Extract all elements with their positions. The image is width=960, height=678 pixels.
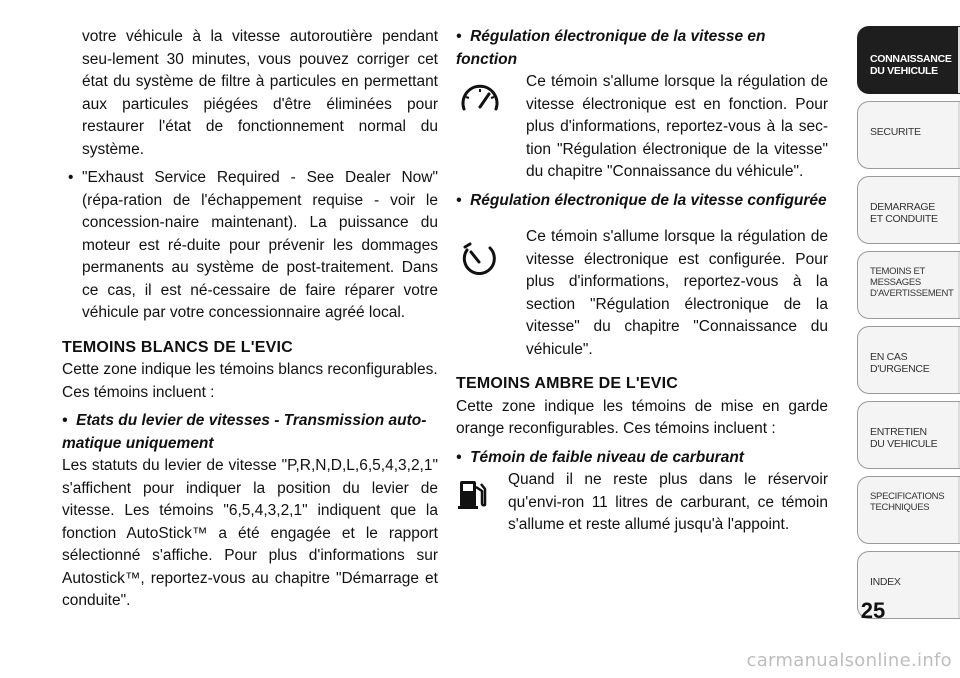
bullet-dot: • <box>456 448 462 466</box>
bullet-dot: • <box>456 28 462 45</box>
bullet-dot: • <box>456 191 462 209</box>
watermark: carmanualsonline.info <box>746 650 952 671</box>
tab-index[interactable]: INDEX <box>857 551 960 619</box>
right-column <box>456 26 828 537</box>
paragraph-shift-lever: Les statuts du levier de vitesse "P,R,N,D,L,6,5,4,3,2,1" s'affichent pour indiquer la position du levier de vitesse. Les témoins "6,5,4,3,2,1" indiquent que la fonction AutoStick™ a été engagée et le rapport sélectionné s'affiche. Pour plus d'informations sur Autostick™, reportez-vous au chapitre "Démarrage et conduite". <box>62 457 438 609</box>
tab-connaissance-vehicule[interactable]: CONNAISSANCE DU VEHICULE <box>857 26 960 94</box>
heading-amber-indicators: TEMOINS AMBRE DE L'EVIC <box>456 375 679 392</box>
tab-temoins-messages[interactable]: TEMOINS ET MESSAGES D'AVERTISSEMENT <box>857 251 960 319</box>
cruise-on-text: Ce témoin s'allume lorsque la régulation de vitesse électronique est en fonction. Pour plus d'informations, reportez-vous à la sec-tion "Régulation électronique de la vitesse" du chapitre "Connaissance du véhicule". <box>526 73 828 180</box>
cruise-on-title: Régulation électronique de la vitesse en fonction <box>456 28 766 68</box>
page-number: 25 <box>860 598 886 623</box>
exhaust-service-text: "Exhaust Service Required - See Dealer Now" (répa-ration de l'échappement requise - voir le concession-naire maintenant). La puissance du moteur est ré-duite pour prévenir les dommages permanents au système de post-traitement. Dans ce cas, il est né-cessaire de faire réparer votre véhicule par votre concessionnaire agréé local. <box>82 169 438 321</box>
tab-securite[interactable]: SECURITE <box>857 101 960 169</box>
paragraph-amber-intro: Cette zone indique les témoins de mise en garde orange reconfigurables. Ces témoins incluent : <box>456 397 828 437</box>
tab-entretien-vehicule[interactable]: ENTRETIEN DU VEHICULE <box>857 401 960 469</box>
tab-en-cas-urgence[interactable]: EN CAS D'URGENCE <box>857 326 960 394</box>
shift-lever-title: Etats du levier de vitesses - Transmission auto-matique uniquement <box>62 412 427 452</box>
tab-demarrage-conduite[interactable]: DEMARRAGE ET CONDUITE <box>857 176 960 244</box>
list-item-shift-lever <box>62 410 438 455</box>
cruise-set-block <box>456 226 828 361</box>
bullet-dot: • <box>68 169 74 186</box>
low-fuel-title: Témoin de faible niveau de carburant <box>470 448 744 466</box>
cruise-set-text: Ce témoin s'allume lorsque la régulation de vitesse électronique est configurée. Pour plus d'informations, reportez-vous à la section "Régulation électronique de la vitesse" du chapitre "Connaissance du véhicule". <box>526 228 828 358</box>
speedometer-icon <box>456 77 504 117</box>
paragraph-dpf-continued: votre véhicule à la vitesse autoroutière pendant seu-lement 30 minutes, vous pouvez corriger cet état du système de filtre à particules en permettant aux particules piégées d'être éliminées pour restaurer l'état de fonctionnement normal du système. <box>82 28 438 158</box>
tab-specifications-techniques[interactable]: SPECIFICATIONS TECHNIQUES <box>857 476 960 544</box>
paragraph-white-intro: Cette zone indique les témoins blancs reconfigurables. Ces témoins incluent : <box>62 361 438 401</box>
left-column <box>62 26 438 613</box>
low-fuel-block <box>456 469 828 537</box>
list-item-exhaust-service <box>62 167 438 325</box>
cruise-on-block <box>456 71 828 184</box>
chapter-tabs <box>857 26 960 626</box>
low-fuel-text: Quand il ne reste plus dans le réservoir qu'envi-ron 11 litres de carburant, ce témoin s'allume et reste allumé jusqu'à l'appoint. <box>508 471 828 533</box>
bullet-dot: • <box>62 412 68 429</box>
cruise-set-title: Régulation électronique de la vitesse configurée <box>470 191 827 209</box>
speedometer-set-icon <box>456 238 504 278</box>
heading-white-indicators: TEMOINS BLANCS DE L'EVIC <box>62 338 293 356</box>
fuel-pump-icon <box>456 475 492 511</box>
